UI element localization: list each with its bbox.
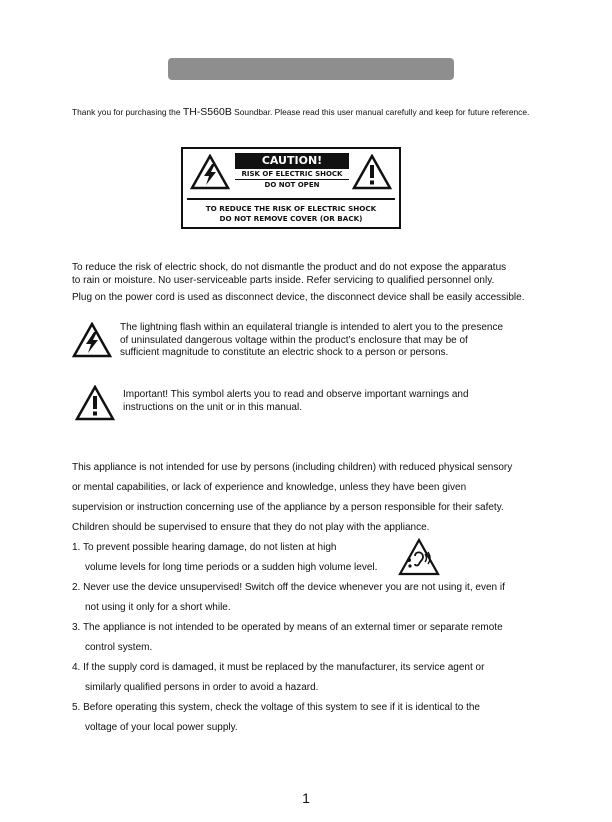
item-3-line2: control system. (85, 642, 153, 653)
item-5-line1: 5. Before operating this system, check the voltage of this system to see if it is identical to the (72, 702, 480, 713)
item-1-line2: volume levels for long time periods or a sudden high volume level. (85, 562, 378, 573)
lightning-triangle-icon (72, 322, 112, 358)
caution-line2: DO NOT OPEN (264, 181, 320, 189)
appliance-line2: or mental capabilities, or lack of experience and knowledge, unless they have been given (72, 482, 467, 493)
important-line2: instructions on the unit or in this manual. (123, 401, 302, 413)
appliance-line4: Children should be supervised to ensure that they do not play with the appliance. (72, 522, 430, 533)
caution-center (235, 153, 349, 190)
lightning-line2: of uninsulated dangerous voltage within the product’s enclosure that may be of (120, 334, 468, 346)
exclamation-warning-icon (352, 154, 392, 190)
page-number: 1 (302, 790, 310, 806)
shock-line1: To reduce the risk of electric shock, do not dismantle the product and do not expose the apparatus (72, 262, 507, 273)
caution-label (181, 147, 401, 229)
important-line1: Important! This symbol alerts you to read and observe important warnings and (123, 389, 469, 400)
item-5-line2: voltage of your local power supply. (85, 722, 238, 733)
item-2-line2: not using it only for a short while. (85, 602, 231, 613)
lightning-line1: The lightning flash within an equilateral triangle is intended to alert you to the presence (120, 322, 504, 333)
caution-bottom-text (183, 204, 399, 224)
item-4-line1: 4. If the supply cord is damaged, it must be replaced by the manufacturer, its service agent or (72, 662, 485, 673)
caution-bottom2: DO NOT REMOVE COVER (OR BACK) (219, 214, 363, 223)
caution-subtext (235, 169, 349, 190)
caution-title: CAUTION! (235, 153, 349, 169)
lightning-line3: sufficient magnitude to constitute an electric shock to a person or persons. (120, 347, 449, 358)
plug-paragraph: Plug on the power cord is used as disconnect device, the disconnect device shall be easily accessible. (72, 292, 525, 303)
item-3-line1: 3. The appliance is not intended to be operated by means of an external timer or separate remote (72, 622, 503, 633)
hearing-damage-icon (398, 538, 440, 576)
intro-text (72, 106, 529, 118)
appliance-line3: supervision or instruction concerning use of the appliance by a person responsible for their safety. (72, 502, 504, 513)
intro-before: Thank you for purchasing the (72, 107, 183, 117)
header-bar (168, 58, 454, 80)
intro-after: Soundbar. Please read this user manual carefully and keep for future reference. (231, 107, 530, 117)
shock-line2: to rain or moisture. No user-serviceable parts inside. Refer servicing to qualified personnel only. (72, 274, 495, 286)
appliance-line1: This appliance is not intended for use by persons (including children) with reduced physical sensory (72, 462, 513, 473)
shock-paragraph (72, 262, 562, 287)
caution-line1: RISK OF ELECTRIC SHOCK (235, 169, 349, 180)
exclamation-triangle-icon (75, 385, 115, 421)
caution-bottom1: TO REDUCE THE RISK OF ELECTRIC SHOCK (205, 204, 377, 213)
item-4-line2: similarly qualified persons in order to avoid a hazard. (85, 682, 319, 693)
lightning-explanation (120, 322, 560, 360)
caution-divider (187, 198, 395, 200)
item-1-line1: 1. To prevent possible hearing damage, do not listen at high (72, 542, 337, 553)
item-2-line1: 2. Never use the device unsupervised! Switch off the device whenever you are not using it, even if (72, 582, 505, 593)
lightning-warning-icon (190, 154, 230, 190)
model-name: TH-S560B (182, 106, 232, 118)
important-explanation (123, 389, 563, 414)
